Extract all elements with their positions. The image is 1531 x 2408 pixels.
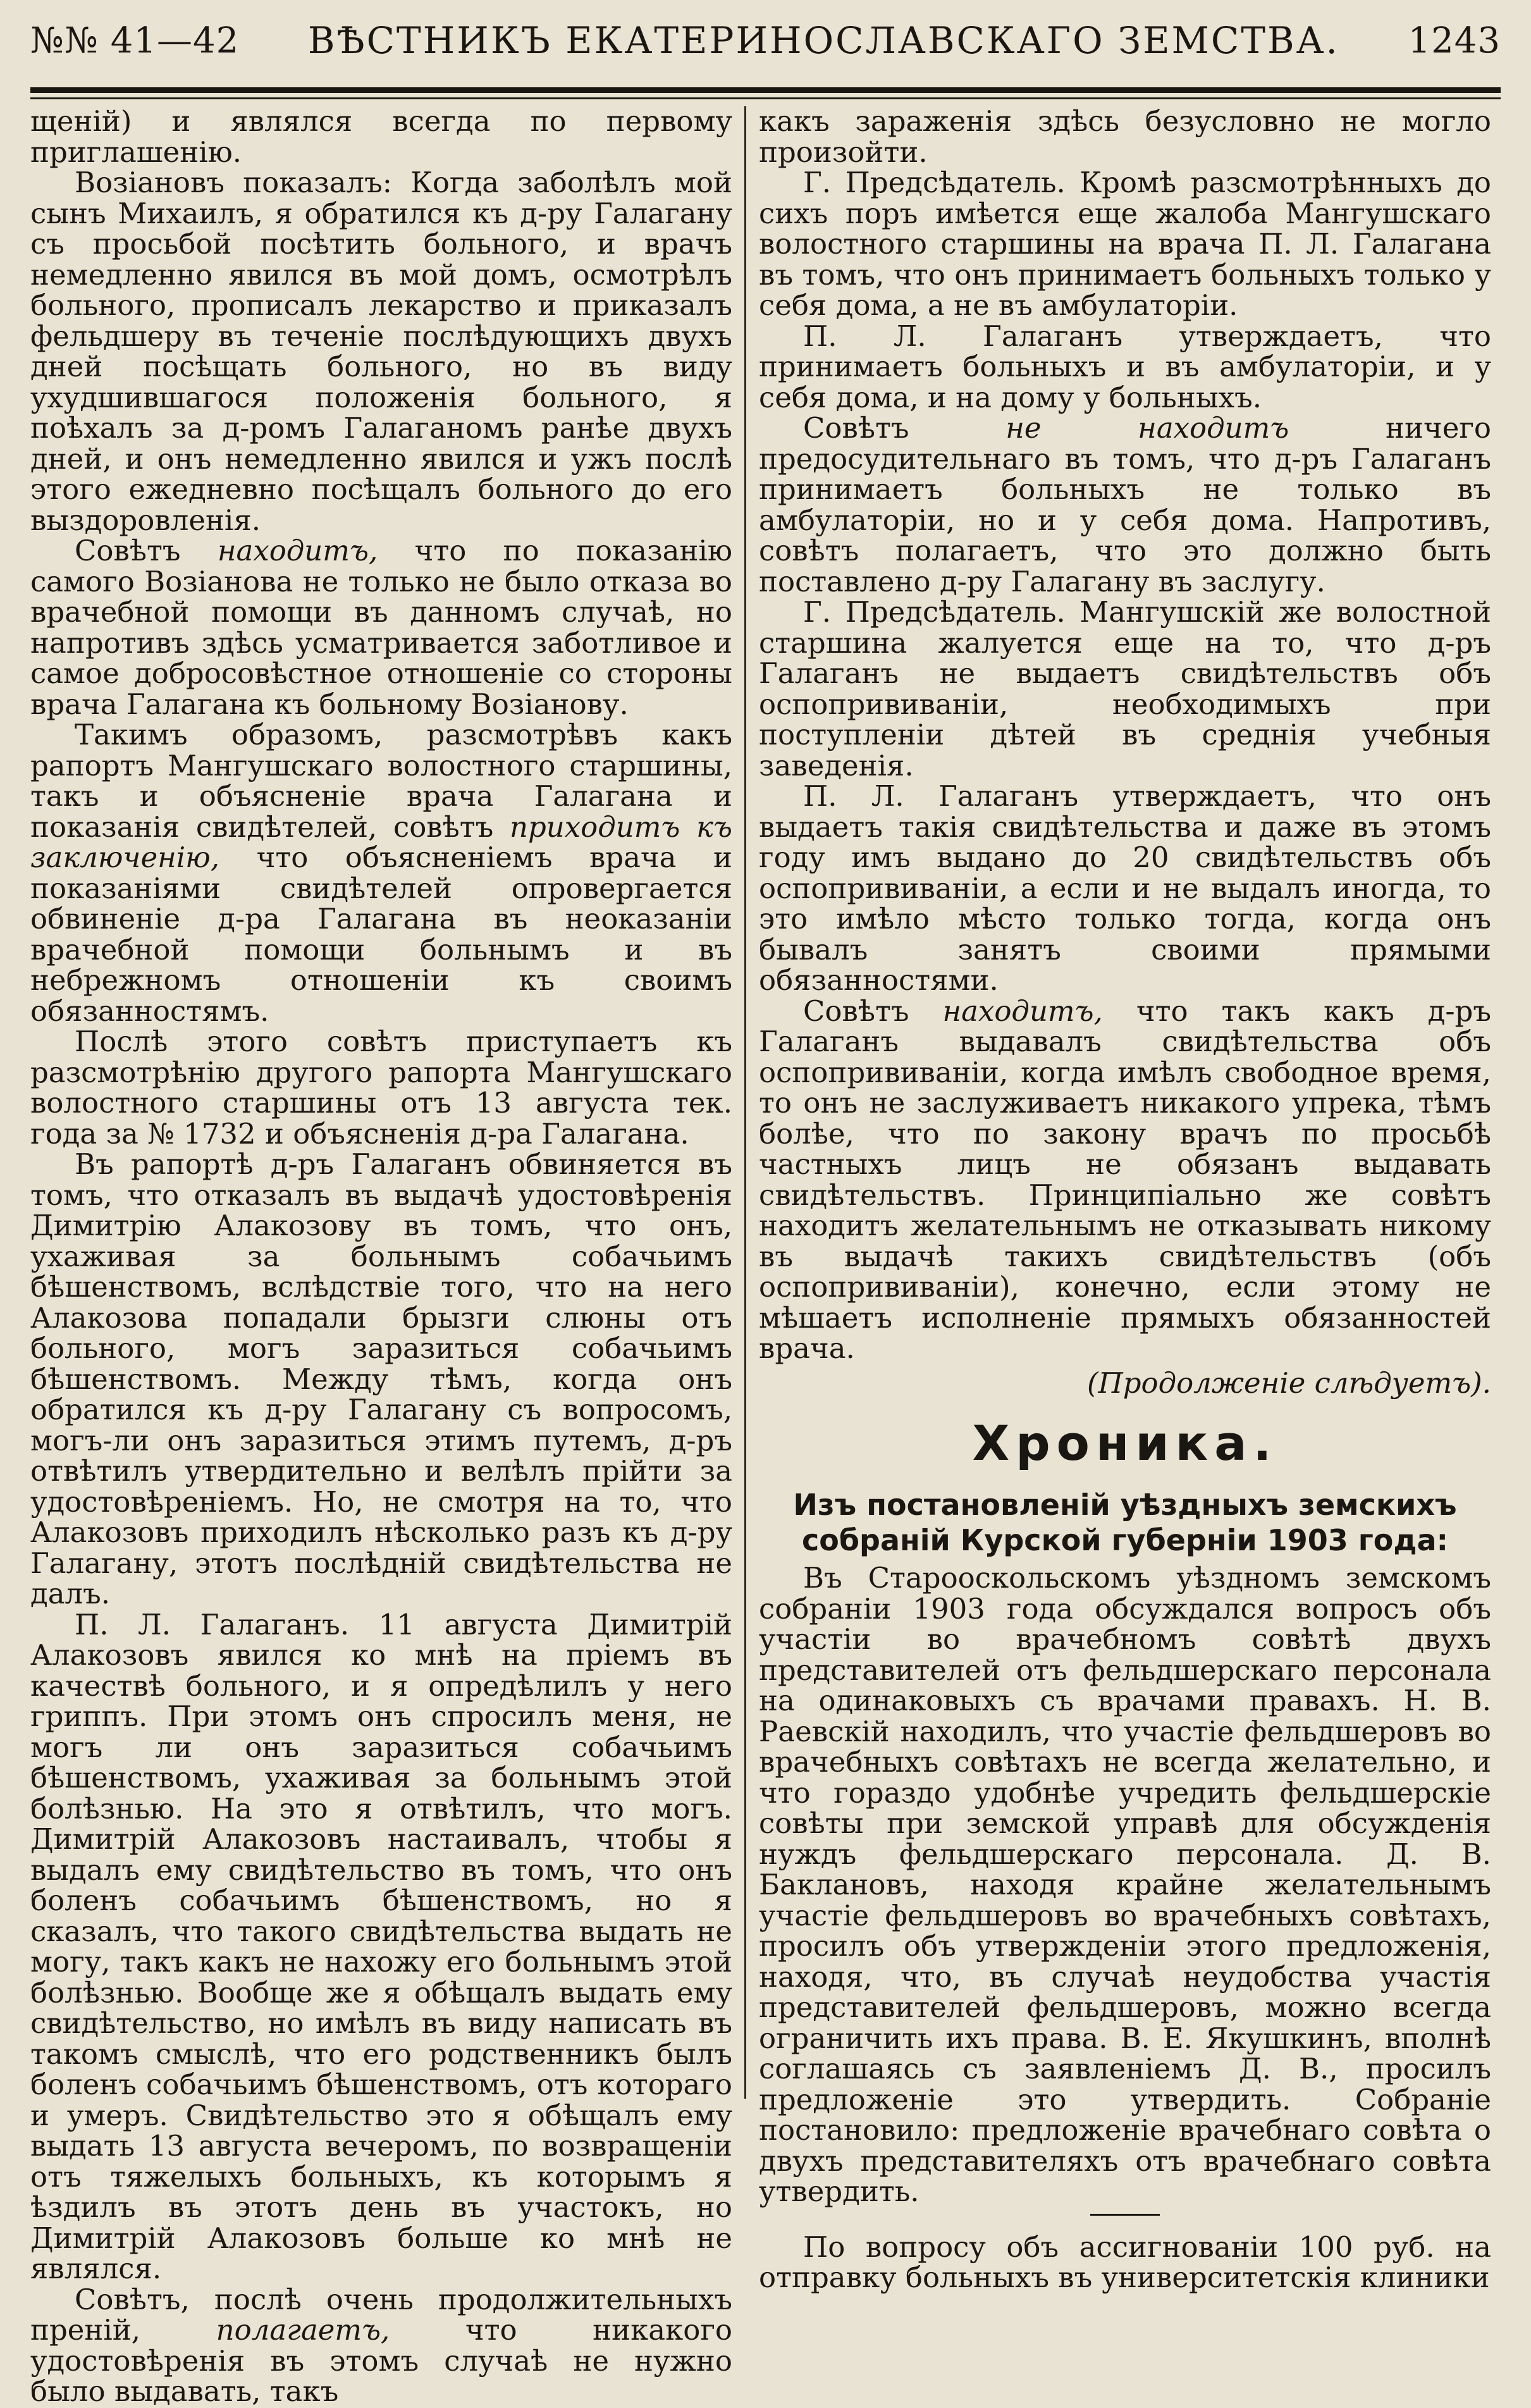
paragraph: Въ Старооскольскомъ уѣздномъ земскомъ собраніи 1903 года обсуждался вопросъ объ участіи во врачебномъ совѣтѣ двухъ представителей отъ фельдшерскаго персонала на одинаковыхъ съ врачами правахъ. Н. В. Раевскій находилъ, что участіе фельдшеровъ во врачебныхъ совѣтахъ не всегда желательно, и что гораздо удобнѣе учредить фельдшерскіе совѣты при земской управѣ для обсужденія нуждъ фельдшерскаго персонала. Д. В. Баклановъ, находя крайне желательнымъ участіе фельдшеровъ во врачебныхъ совѣтахъ, просилъ объ утвержденіи этого предложенія, находя, что, въ случаѣ неудобства участія представителей фельдшеровъ, можно всегда ограничить ихъ права. В. Е. Якушкинъ, вполнѣ соглашаясь съ заявленіемъ Д. В., просилъ предложеніе это утвердить. Собраніе постановило: предложеніе врачебнаго совѣта о двухъ представителяхъ отъ врачебнаго совѣта утвердить.	[759, 1561, 1491, 2208]
column-divider	[744, 106, 746, 2099]
emphasis: находитъ,	[942, 994, 1103, 1028]
emphasis: полагаетъ,	[216, 2313, 390, 2347]
paragraph: Г. Предсѣдатель. Мангушскій же волостной старшина жалуется еще на то, что д-ръ Галаганъ не выдаетъ свидѣтельствъ объ оспопрививаніи, необходимыхъ при поступленіи дѣтей въ среднія учебныя заведенія.	[759, 595, 1491, 782]
short-divider	[1090, 2214, 1160, 2216]
header-rule-thick	[30, 87, 1501, 93]
emphasis: не находитъ	[1005, 411, 1289, 445]
paragraph: П. Л. Галаганъ утверждаетъ, что принимаетъ больныхъ и въ амбулаторіи, и у себя дома, и на дому у больныхъ.	[759, 319, 1491, 414]
emphasis: приходитъ къ заключенію,	[30, 810, 732, 874]
right-column	[759, 104, 1492, 2294]
paragraph: щеній) и являлся всегда по первому приглашенію.	[30, 104, 732, 169]
paragraph: По вопросу объ ассигнованіи 100 руб. на отправку больныхъ въ университетскія клиники	[759, 2230, 1491, 2294]
paragraph: Возіановъ показалъ: Когда заболѣлъ мой сынъ Михаилъ, я обратился къ д-ру Галагану съ просьбой посѣтить больного, и врачъ немедленно явился въ мой домъ, осмотрѣлъ больного, прописалъ лекарство и приказалъ фельдшеру въ теченіе послѣдующихъ двухъ дней посѣщать больного, но въ виду ухудшившагося положенія больного, я поѣхалъ за д-ромъ Галаганомъ ранѣе двухъ дней, и онъ немедленно явился и ужъ послѣ этого ежедневно посѣщалъ больного до его выздоровленія.	[30, 166, 732, 537]
page-number: 1243	[1408, 20, 1501, 61]
paragraph: Такимъ образомъ, разсмотрѣвъ какъ рапортъ Мангушскаго волостного старшины, такъ и объясненіе врача Галагана и показанія свидѣтелей, совѣтъ приходитъ къ заключенію, что объясненіемъ врача и показаніями свидѣтелей опровергается обвиненіе д-ра Галагана въ неоказаніи врачебной помощи больнымъ и въ небрежномъ отношеніи къ своимъ обязанностямъ.	[30, 718, 732, 1028]
section-subheading: Изъ постановленій уѣздныхъ земскихъ собраній Курской губерніи 1903 года:	[793, 1488, 1457, 1557]
paragraph: Совѣтъ, послѣ очень продолжительныхъ преній, полагаетъ, что никакого удостовѣренія въ этомъ случаѣ не нужно было выдавать, такъ	[30, 2282, 732, 2408]
continued-note: (Продолженіе слѣдуетъ).	[1086, 1366, 1491, 1400]
page-header	[30, 9, 1501, 72]
paragraph: Совѣтъ находитъ, что такъ какъ д-ръ Галаганъ выдавалъ свидѣтельства объ оспопрививаніи, когда имѣлъ свободное время, то онъ не заслуживаетъ никакого упрека, тѣмъ болѣе, что по закону врачъ по просьбѣ частныхъ лицъ не обязанъ выдавать свидѣтельствъ. Принципіально же совѣтъ находитъ желательнымъ не отказывать никому въ выдачѣ такихъ свидѣтельствъ (объ оспопрививаніи), конечно, если этому не мѣшаетъ исполненіе прямыхъ обязанностей врача.	[759, 994, 1491, 1365]
paragraph: П. Л. Галаганъ. 11 августа Димитрій Алакозовъ явился ко мнѣ на пріемъ въ качествѣ больного, и я опредѣлилъ у него гриппъ. При этомъ онъ спросилъ меня, не могъ ли онъ заразиться собачьимъ бѣшенствомъ, ухаживая за больнымъ этой болѣзнью. На это я отвѣтилъ, что могъ. Димитрій Алакозовъ настаивалъ, чтобы я выдалъ ему свидѣтельство въ томъ, что онъ боленъ собачьимъ бѣшенствомъ, но я сказалъ, что такого свидѣтельства выдать не могу, такъ какъ не нахожу его больнымъ этой болѣзнью. Вообще же я обѣщалъ выдать ему свидѣтельство, но имѣлъ въ виду написать въ такомъ смыслѣ, что его родственникъ былъ боленъ собачьимъ бѣшенствомъ, отъ котораго и умеръ. Свидѣтельство это я обѣщалъ ему выдать 13 августа вечеромъ, по возвращеніи отъ тяжелыхъ больныхъ, къ которымъ я ѣздилъ въ этотъ день въ участокъ, но Димитрій Алакозовъ больше ко мнѣ не являлся.	[30, 1607, 732, 2285]
section-title-chronicle: Хроника.	[972, 1415, 1278, 1471]
paragraph: Послѣ этого совѣтъ приступаетъ къ разсмотрѣнію другого рапорта Мангушскаго волостного старшины отъ 13 августа тек. года за № 1732 и объясненія д-ра Галагана.	[30, 1025, 732, 1151]
header-rule-thin	[30, 97, 1501, 99]
paragraph: Совѣтъ находитъ, что по показанію самого Возіанова не только не было отказа во врачебной помощи въ данномъ случаѣ, но напротивъ здѣсь усматривается заботливое и самое добросовѣстное отношеніе со стороны врача Галагана къ больному Возіанову.	[30, 534, 732, 721]
paragraph: Въ рапортѣ д-ръ Галаганъ обвиняется въ томъ, что отказалъ въ выдачѣ удостовѣренія Димитрію Алакозову въ томъ, что онъ, ухаживая за больнымъ собачьимъ бѣшенствомъ, вслѣдствіе того, что на него Алакозова попадали брызги слюны отъ больного, могъ заразиться собачьимъ бѣшенствомъ. Между тѣмъ, когда онъ обратился къ д-ру Галагану съ вопросомъ, могъ-ли онъ заразиться этимъ путемъ, д-ръ отвѣтилъ утвердительно и велѣлъ прійти за удостовѣреніемъ. Но, не смотря на то, что Алакозовъ приходилъ нѣсколько разъ къ д-ру Галагану, этотъ послѣдній свидѣтельства не далъ.	[30, 1147, 732, 1610]
paragraph: П. Л. Галаганъ утверждаетъ, что онъ выдаетъ такія свидѣтельства и даже въ этомъ году имъ выдано до 20 свидѣтельствъ объ оспопрививаніи, а если и не выдалъ иногда, то это имѣло мѣсто только тогда, когда онъ бывалъ занятъ своими прямыми обязанностями.	[759, 779, 1491, 997]
paragraph: Совѣтъ не находитъ ничего предосудительнаго въ томъ, что д-ръ Галаганъ принимаетъ больныхъ не только въ амбулаторіи, но и у себя дома. Напротивъ, совѣтъ полагаетъ, что это должно быть поставлено д-ру Галагану въ заслугу.	[759, 411, 1492, 598]
left-column	[30, 104, 732, 2408]
journal-title: ВѢСТНИКЪ ЕКАТЕРИНОСЛАВСКАГО ЗЕМСТВА.	[307, 19, 1339, 62]
issue-number: №№ 41—42	[30, 20, 240, 61]
paragraph: какъ зараженія здѣсь безусловно не могло произойти.	[759, 104, 1491, 169]
emphasis: находитъ,	[217, 534, 378, 567]
paragraph: Г. Предсѣдатель. Кромѣ разсмотрѣнныхъ до сихъ поръ имѣется еще жалоба Мангушскаго волостного старшины на врача П. Л. Галагана въ томъ, что онъ принимаетъ больныхъ только у себя дома, а не въ амбулаторіи.	[759, 166, 1491, 322]
